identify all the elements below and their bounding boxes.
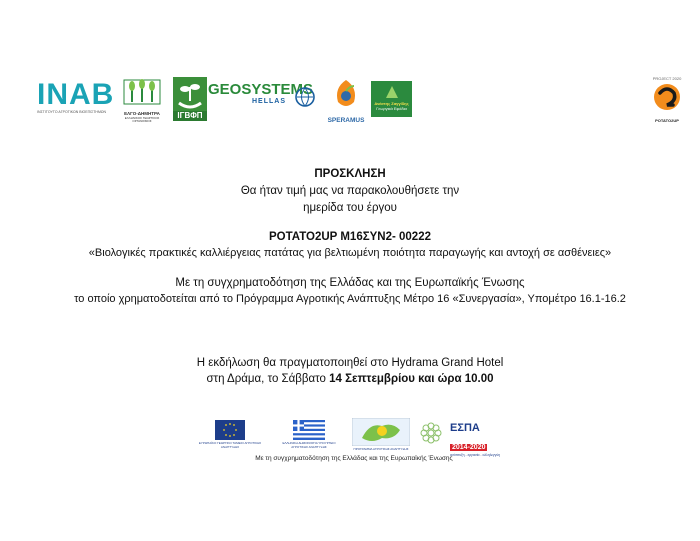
igvfp-logo-text: ΙΓΒΦΠ: [177, 111, 203, 120]
globe-icon: [294, 86, 316, 108]
logo-agro-zaggidis: [371, 81, 412, 117]
espa-caption: ανάπτυξη - εργασία - αλληλεγγύη: [450, 453, 501, 457]
project-code: POTATO2UP M16ΣΥΝ2- 00222: [268, 231, 431, 243]
event-date-line: [0, 372, 700, 386]
logo-potato2up: [646, 76, 688, 122]
inab-logo-text: INAB: [37, 78, 115, 111]
wheat-icon: [120, 78, 164, 106]
espa-logo-text: ΕΣΠΑ: [450, 422, 480, 434]
potato-mark-icon: [651, 81, 683, 113]
event-date-prefix: στη Δράμα, το Σάββατο: [206, 373, 330, 385]
pap-caption: ΠΡΟΓΡΑΜΜΑ ΑΓΡΟΤΙΚΗΣ ΑΝΑΠΤΥΞΗΣ: [353, 447, 409, 451]
invitation-heading: ΠΡΟΣΚΛΗΣΗ: [314, 168, 386, 180]
geosystems-logo-subtitle: HELLAS: [252, 98, 286, 105]
espa-logo: [450, 418, 518, 458]
potato2up-tagline: PROJECT 2020: [652, 76, 682, 81]
elgo-logo-subtitle: ΕΛΛΗΝΙΚΟΣ ΓΕΩΡΓΙΚΟΣ ΟΡΓΑΝΙΣΜΟΣ: [124, 115, 160, 123]
greek-flag-icon: [293, 420, 325, 440]
espa-logo-years: 2014-2020: [452, 444, 486, 451]
rural-dev-flower-icon: [418, 420, 444, 446]
venue-line: Η εκδήλωση θα πραγματοποιηθεί στο Hydrama Grand Hotel: [196, 357, 504, 369]
greek-caption: ΕΛΛΗΝΙΚΗ ΔΗΜΟΚΡΑΤΙΑ ΥΠΟΥΡΓΕΙΟ ΑΓΡΟΤΙΚΗΣ ΑΝΑΠΤΥΞΗΣ: [282, 441, 336, 449]
geosystems-logo-text: GEOSYSTEMS: [208, 81, 314, 98]
eu-flag-icon: [215, 420, 245, 440]
funding-line-2: το οποίο χρηματοδοτείται από το Πρόγραμμα Αγροτικής Ανάπτυξης Μέτρο 16 «Συνεργασία», Υπομέτρο 16.1-16.2: [74, 293, 626, 305]
logo-igvfp: [173, 77, 207, 121]
greece-map-icon: [352, 418, 410, 446]
agro-logo-text: Ανέστης Ζαγγίδης: [374, 101, 409, 106]
invitation-line-2: ημερίδα του έργου: [303, 202, 397, 214]
speramus-logo-text: SPERAMUS: [327, 117, 365, 124]
funding-line-1: Με τη συγχρηματοδότηση της Ελλάδας και της Ευρωπαϊκής Ένωσης: [175, 277, 525, 289]
logo-elgo-dimitra: [120, 78, 164, 123]
inab-logo-subtitle: ΙΝΣΤΙΤΟΥΤΟ ΑΓΡΟΤΙΚΩΝ ΒΙΟΕΠΙΣΤΗΜΩΝ: [37, 110, 107, 114]
event-date-time: 14 Σεπτεμβρίου και ώρα 10.00: [329, 373, 494, 385]
logo-inab: [37, 80, 121, 120]
leaf-icon: [382, 84, 402, 100]
project-title: «Βιολογικές πρακτικές καλλιέργειας πατάτας για βελτιωμένη ποιότητα παραγωγής και αντοχή σε ασθένειες»: [88, 247, 612, 259]
eu-caption: ΕΥΡΩΠΑΪΚΟ ΓΕΩΡΓΙΚΟ ΤΑΜΕΙΟ ΑΓΡΟΤΙΚΗΣ ΑΝΑΠΤΥΞΗΣ: [198, 441, 262, 449]
banner-footer: Με τη συγχρηματοδότηση της Ελλάδας και της Ευρωπαϊκής Ένωσης: [255, 455, 453, 462]
agro-logo-subtitle: Γεωργικά Εφόδια: [376, 106, 407, 111]
potato2up-logo-text: POTATO2UP: [655, 118, 679, 123]
seed-icon: [326, 78, 366, 112]
logo-speramus: [326, 78, 366, 122]
elgo-logo-text: ΕΛΓΟ-ΔΗΜΗΤΡΑ: [124, 111, 160, 116]
logo-geosystems: [208, 82, 316, 116]
invitation-line-1: Θα ήταν τιμή μας να παρακολουθήσετε την: [240, 185, 460, 197]
